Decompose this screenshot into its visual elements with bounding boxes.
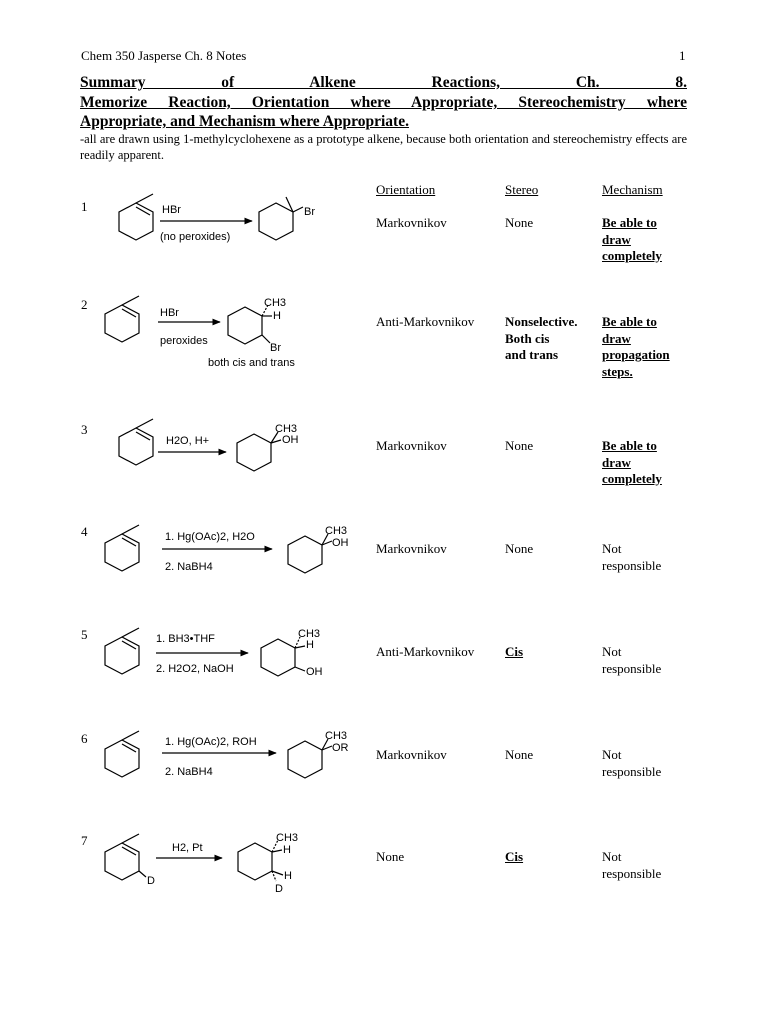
stereo-note: both cis and trans	[208, 357, 295, 369]
stereo-cell: Nonselective. Both cis and trans	[505, 314, 578, 362]
header-course: Chem 350 Jasperse Ch. 8 Notes	[81, 48, 247, 63]
atom-label: CH3	[264, 297, 287, 309]
orientation-cell: None	[376, 849, 405, 864]
reagent-top: H2O, H+	[166, 435, 210, 447]
col-stereo: Stereo	[505, 182, 539, 197]
title-line-3: Appropriate, and Mechanism where Appropriate.	[80, 113, 409, 130]
product-alkane	[238, 840, 283, 881]
atom-label: OR	[332, 742, 349, 754]
reagent-bottom: peroxides	[160, 335, 208, 347]
reagent-bottom: 2. NaBH4	[165, 766, 213, 778]
reactant-deuterated-alkene	[105, 834, 146, 880]
product-alcohol	[261, 637, 305, 676]
col-orientation: Orientation	[376, 182, 436, 197]
reaction-number: 6	[81, 731, 88, 746]
title-line-1: Summary of Alkene Reactions, Ch. 8.	[80, 74, 687, 91]
reactant-methylcyclohexene	[105, 525, 139, 571]
atom-label: CH3	[276, 832, 299, 844]
atom-label: Br	[270, 342, 281, 354]
stereo-cell: None	[505, 541, 534, 556]
atom-label: H	[306, 639, 314, 651]
reagent-top: 1. BH3•THF	[156, 633, 215, 645]
stereo-cell: None	[505, 747, 534, 762]
reaction-number: 5	[81, 627, 88, 642]
mechanism-cell: Be able to draw completely	[602, 438, 662, 486]
atom-label: D	[275, 883, 283, 895]
reactant-methylcyclohexene	[105, 731, 139, 777]
atom-label: H	[283, 844, 291, 856]
atom-label: CH3	[325, 730, 348, 742]
orientation-cell: Markovnikov	[376, 747, 447, 762]
reagent-top: HBr	[162, 204, 181, 216]
reaction-number: 1	[81, 199, 88, 214]
orientation-cell: Markovnikov	[376, 215, 447, 230]
reactant-methylcyclohexene	[119, 194, 153, 240]
atom-label: H	[284, 870, 292, 882]
reagent-bottom: (no peroxides)	[160, 231, 231, 243]
mechanism-cell: Be able to draw propagation steps.	[602, 314, 670, 379]
atom-label: OH	[282, 434, 299, 446]
title-line-2: Memorize Reaction, Orientation where Appropriate, Stereochemistry where	[80, 94, 687, 111]
atom-label: Br	[304, 206, 315, 218]
atom-label: OH	[332, 537, 349, 549]
reaction-number: 4	[81, 524, 88, 539]
mechanism-cell: Not responsible	[602, 849, 662, 881]
reagent-top: HBr	[160, 307, 179, 319]
mechanism-cell: Be able to draw completely	[602, 215, 662, 263]
intro-text: -all are drawn using 1-methylcyclohexene as a prototype alkene, because both orientation and stereochemistry effects are readily apparent.	[80, 132, 687, 162]
reaction-number: 2	[81, 297, 88, 312]
orientation-cell: Markovnikov	[376, 438, 447, 453]
reagent-bottom: 2. H2O2, NaOH	[156, 663, 234, 675]
col-mechanism: Mechanism	[602, 182, 663, 197]
stereo-cell: None	[505, 438, 534, 453]
stereo-cell: None	[505, 215, 534, 230]
reagent-top: 1. Hg(OAc)2, ROH	[165, 736, 257, 748]
stereo-cell: Cis	[505, 849, 524, 864]
orientation-cell: Anti-Markovnikov	[376, 314, 475, 329]
product-bromide	[259, 197, 303, 240]
atom-label: CH3	[298, 628, 321, 640]
reagent-top: 1. Hg(OAc)2, H2O	[165, 531, 255, 543]
reactant-methylcyclohexene	[105, 296, 139, 342]
reactant-methylcyclohexene	[119, 419, 153, 465]
mechanism-cell: Not responsible	[602, 747, 662, 779]
reagent-bottom: 2. NaBH4	[165, 561, 213, 573]
mechanism-cell: Not responsible	[602, 644, 662, 676]
atom-label: CH3	[325, 525, 348, 537]
stereo-cell: Cis	[505, 644, 524, 659]
page-number: 1	[679, 48, 686, 63]
atom-label: H	[273, 310, 281, 322]
reaction-number: 7	[81, 833, 88, 848]
reactant-methylcyclohexene	[105, 628, 139, 674]
reaction-number: 3	[81, 422, 88, 437]
product-ether	[288, 739, 332, 778]
atom-label: D	[147, 875, 155, 887]
product-bromide	[228, 305, 272, 344]
atom-label: OH	[306, 666, 323, 678]
orientation-cell: Anti-Markovnikov	[376, 644, 475, 659]
atom-label: CH3	[275, 423, 298, 435]
orientation-cell: Markovnikov	[376, 541, 447, 556]
mechanism-cell: Not responsible	[602, 541, 662, 573]
product-alcohol	[237, 432, 281, 471]
product-alcohol	[288, 534, 332, 573]
reagent-top: H2, Pt	[172, 842, 203, 854]
